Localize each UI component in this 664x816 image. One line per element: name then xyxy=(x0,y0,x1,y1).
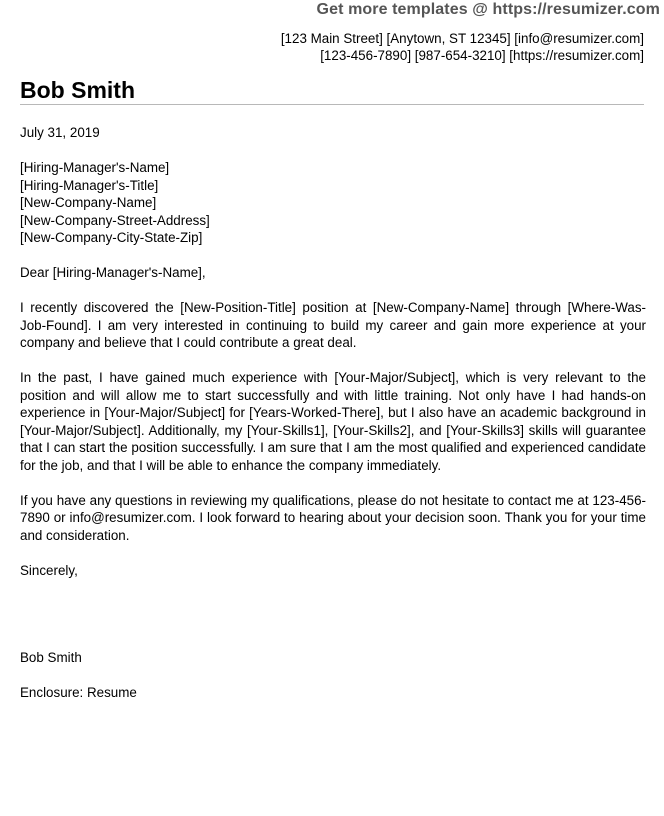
salutation: Dear [Hiring-Manager's-Name], xyxy=(20,265,206,280)
recipient-line: [New-Company-Name] xyxy=(20,195,157,210)
contact-line-address: [123 Main Street] [Anytown, ST 12345] [info@resumizer.com] xyxy=(280,31,644,46)
body-paragraph: I recently discovered the [New-Position-Title] position at [New-Company-Name] through [Where-Was-Job-Found]. I am very interested in continuing to build my career and gain more experience at your company and believe that I could contribute a great deal. xyxy=(20,300,646,350)
sender-name-heading: Bob Smith xyxy=(20,77,135,103)
closing: Sincerely, xyxy=(20,562,78,578)
letter-date: July 31, 2019 xyxy=(20,125,100,140)
signature-space xyxy=(20,597,646,649)
signature-name: Bob Smith xyxy=(20,649,82,665)
letter-body xyxy=(20,124,646,719)
contact-line-phones: [123-456-7890] [987-654-3210] [https://resumizer.com] xyxy=(320,48,644,63)
recipient-block xyxy=(20,159,646,247)
header-divider xyxy=(20,104,644,105)
recipient-line: [Hiring-Manager's-Name] xyxy=(20,160,170,175)
recipient-line: [Hiring-Manager's-Title] xyxy=(20,177,159,193)
recipient-line: [New-Company-City-State-Zip] xyxy=(20,230,203,245)
enclosure: Enclosure: Resume xyxy=(20,684,137,700)
contact-info xyxy=(281,30,644,64)
body-paragraph: In the past, I have gained much experience with [Your-Major/Subject], which is very relevant to the position and will allow me to start successfully and with little training. Not only have I had hands-on experience in [Your-Major/Subject] for [Years-Worked-There], but I also have an academic background in [Your-Major/Subject]. Additionally, my [Your-Skills1], [Your-Skills2], and [Your-Skills3] skills will guarantee that I can start the position successfully. I am sure that I am the most qualified and experienced candidate for the job, and that I will be able to enhance the company immediately. xyxy=(20,370,646,473)
recipient-line: [New-Company-Street-Address] xyxy=(20,212,210,228)
templates-banner: Get more templates @ https://resumizer.com xyxy=(316,1,660,18)
body-paragraph: If you have any questions in reviewing my qualifications, please do not hesitate to contact me at 123-456-7890 or info@resumizer.com. I look forward to hearing about your decision soon. Thank you for your time and consideration. xyxy=(20,492,646,543)
